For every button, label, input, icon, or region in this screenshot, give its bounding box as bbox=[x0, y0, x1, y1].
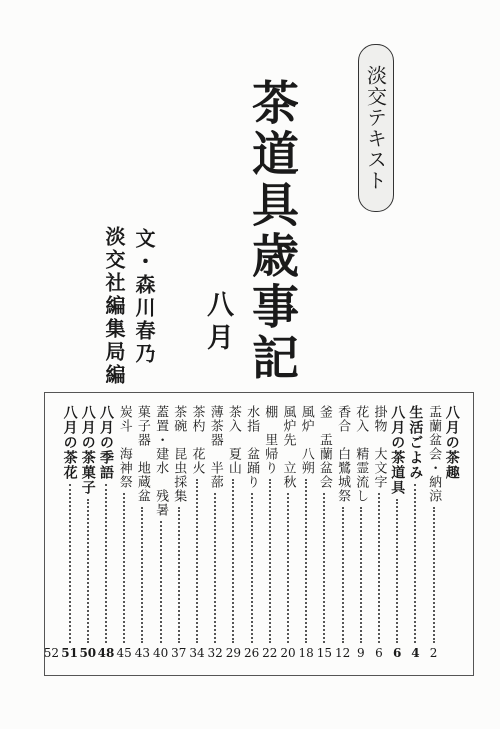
toc-entry bbox=[370, 405, 388, 661]
toc-entry bbox=[279, 405, 297, 661]
toc-entry-title: 茶入 夏山 bbox=[225, 405, 241, 475]
toc-leader-dots bbox=[396, 499, 398, 643]
toc-entry bbox=[133, 405, 151, 661]
toc-page-number: 34 bbox=[189, 646, 205, 660]
toc-page-number: 26 bbox=[243, 646, 260, 660]
toc-entry-title: 菓子器 地蔵盆 bbox=[134, 405, 150, 503]
toc-leader-dots bbox=[141, 507, 143, 643]
toc-entry-title: 風炉先 立秋 bbox=[280, 405, 296, 489]
toc-page-number: 51 bbox=[61, 646, 78, 660]
toc-leader-dots bbox=[196, 479, 198, 643]
month-label: 八月 bbox=[202, 290, 233, 356]
toc-entry-title: 八月の茶道具 bbox=[389, 405, 406, 495]
toc-entry bbox=[97, 405, 115, 661]
toc-entry bbox=[425, 405, 443, 661]
toc-entry bbox=[443, 405, 461, 661]
toc-entry-title: 盂蘭盆会・納涼 bbox=[426, 405, 442, 503]
toc-entry-title: 香合 白鷺城祭 bbox=[335, 405, 351, 503]
toc-entry-title: 茶杓 花火 bbox=[189, 405, 205, 475]
toc-page-number: 22 bbox=[262, 646, 278, 660]
toc-page-number: 48 bbox=[97, 646, 115, 660]
toc-entry-title: 水指 盆踊り bbox=[244, 405, 260, 489]
toc-page-number: 37 bbox=[171, 646, 187, 660]
toc-page-number: 45 bbox=[116, 646, 132, 660]
toc-entry bbox=[243, 405, 261, 661]
toc-leader-dots bbox=[69, 484, 71, 643]
toc-page-number: 40 bbox=[152, 646, 169, 660]
editor-credit: 淡交社編集局編 bbox=[102, 226, 126, 387]
toc-entry-title: 棚 里帰り bbox=[262, 405, 278, 475]
toc-leader-dots bbox=[433, 507, 435, 643]
toc-leader-dots bbox=[214, 493, 216, 643]
toc-entry-title: 八月の季語 bbox=[98, 405, 114, 480]
toc-entry bbox=[61, 405, 79, 661]
toc-entry bbox=[224, 405, 242, 661]
toc-leader-dots bbox=[160, 521, 162, 643]
table-of-contents bbox=[44, 392, 474, 676]
toc-leader-dots bbox=[87, 499, 89, 643]
toc-page-number: 52 bbox=[43, 646, 60, 660]
series-label: 淡交テキスト bbox=[358, 44, 394, 212]
toc-page-number: 43 bbox=[134, 646, 151, 660]
toc-entry bbox=[315, 405, 333, 661]
toc-leader-dots bbox=[178, 507, 180, 643]
toc-entry bbox=[261, 405, 279, 661]
toc-leader-dots bbox=[378, 493, 380, 643]
toc-page-number: 12 bbox=[334, 646, 351, 660]
toc-entry bbox=[406, 405, 424, 661]
toc-page-number: 50 bbox=[79, 646, 97, 660]
toc-page-number: 29 bbox=[225, 646, 242, 660]
toc-leader-dots bbox=[360, 507, 362, 643]
toc-entry bbox=[152, 405, 170, 661]
toc-leader-dots bbox=[305, 479, 307, 643]
toc-page-number: 9 bbox=[356, 646, 365, 660]
toc-entry-title: 八月の茶菓子 bbox=[79, 405, 96, 495]
toc-page-number: 18 bbox=[298, 646, 314, 660]
toc-entry bbox=[115, 405, 133, 661]
toc-page-number: 20 bbox=[280, 646, 296, 660]
toc-leader-dots bbox=[105, 484, 107, 643]
toc-entry bbox=[188, 405, 206, 661]
toc-entry bbox=[352, 405, 370, 661]
author-credit: 文・森川春乃 bbox=[132, 228, 156, 366]
toc-entry-title: 炭斗 海神祭 bbox=[116, 405, 132, 489]
toc-entry bbox=[297, 405, 315, 661]
toc-page-number: 4 bbox=[411, 646, 420, 660]
toc-entry bbox=[206, 405, 224, 661]
toc-entry-title: 釜 盂蘭盆会 bbox=[316, 405, 332, 489]
toc-leader-dots bbox=[251, 493, 253, 643]
book-title: 茶道具歳事記 bbox=[244, 78, 299, 384]
toc-page-number: 2 bbox=[429, 646, 438, 660]
toc-leader-dots bbox=[287, 493, 289, 643]
toc-page-number: 6 bbox=[375, 646, 383, 660]
toc-entry bbox=[170, 405, 188, 661]
toc-page-number: 15 bbox=[316, 646, 333, 660]
toc-entry bbox=[388, 405, 406, 661]
toc-entry-title: 花入 精霊流し bbox=[353, 405, 369, 503]
toc-entry-title: 八月の茶趣 bbox=[443, 405, 460, 480]
toc-entry-title: 掛物 大文字 bbox=[371, 405, 387, 489]
toc-leader-dots bbox=[123, 493, 125, 643]
toc-entry-title: 八月の茶花 bbox=[61, 405, 78, 480]
toc-leader-dots bbox=[232, 479, 234, 643]
toc-entry-title: 生活ごよみ bbox=[407, 405, 424, 480]
toc-leader-dots bbox=[414, 484, 416, 643]
toc-entry bbox=[79, 405, 97, 661]
toc-page-number: 32 bbox=[207, 646, 223, 660]
toc-leader-dots bbox=[342, 507, 344, 643]
toc-entry bbox=[334, 405, 352, 661]
toc-entry bbox=[42, 405, 60, 661]
toc-entry-title: 風炉 八朔 bbox=[298, 405, 314, 475]
toc-entry-title: 茶碗 昆虫採集 bbox=[171, 405, 187, 503]
toc-entry-title: 薄茶器 半蔀 bbox=[207, 405, 223, 489]
toc-leader-dots bbox=[323, 493, 325, 643]
toc-leader-dots bbox=[269, 479, 271, 643]
toc-page-number: 6 bbox=[393, 646, 402, 660]
toc-entry-title: 蓋置・建水 残暑 bbox=[153, 405, 169, 517]
